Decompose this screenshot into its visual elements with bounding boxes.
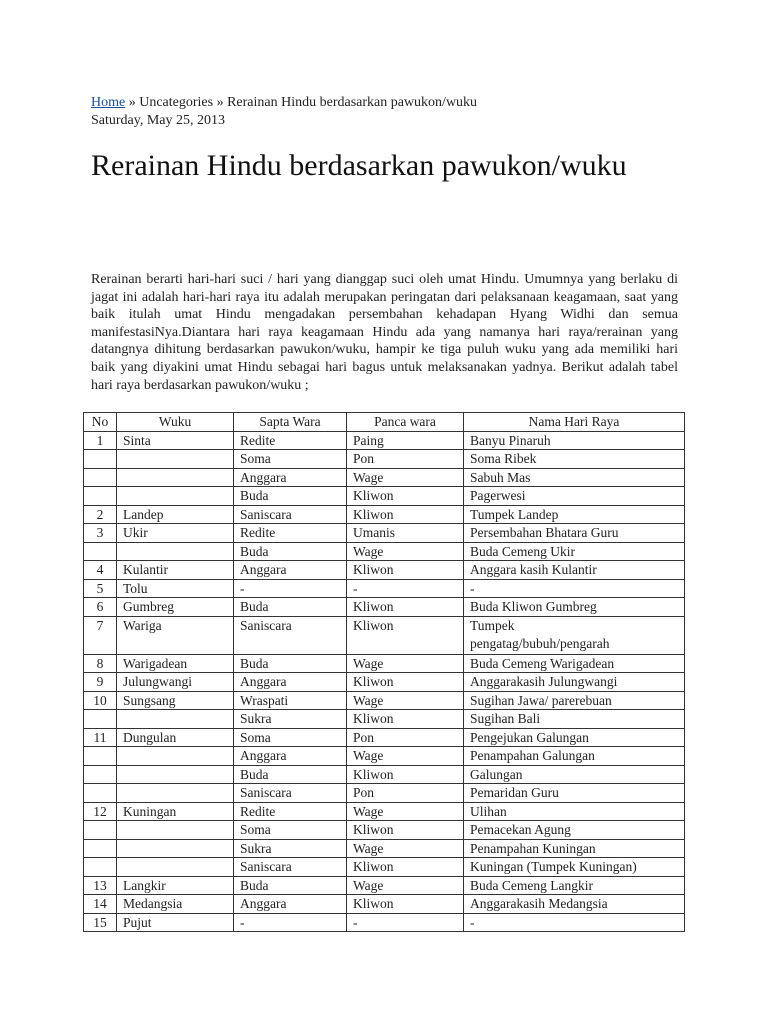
cell-panca-wara: Kliwon bbox=[347, 561, 464, 580]
cell-nama-hari-raya: Tumpek Landep bbox=[464, 505, 685, 524]
cell-no: 2 bbox=[84, 505, 117, 524]
cell-panca-wara: Kliwon bbox=[347, 765, 464, 784]
breadcrumb-home-link[interactable]: Home bbox=[91, 95, 126, 110]
cell-nama-hari-raya: Ulihan bbox=[464, 802, 685, 821]
cell-sapta-wara: Soma bbox=[234, 450, 347, 469]
cell-wuku bbox=[117, 784, 234, 803]
table-row bbox=[84, 784, 685, 803]
cell-sapta-wara: Anggara bbox=[234, 468, 347, 487]
cell-nama-hari-raya: Buda Cemeng Ukir bbox=[464, 542, 685, 561]
column-header-panca-wara: Panca wara bbox=[347, 413, 464, 432]
cell-panca-wara: Pon bbox=[347, 728, 464, 747]
table-header-row bbox=[84, 413, 685, 432]
table-row bbox=[84, 542, 685, 561]
cell-wuku bbox=[117, 487, 234, 506]
cell-sapta-wara: Sukra bbox=[234, 839, 347, 858]
cell-sapta-wara: Redite bbox=[234, 802, 347, 821]
table-row bbox=[84, 468, 685, 487]
cell-nama-hari-raya: Penampahan Kuningan bbox=[464, 839, 685, 858]
cell-nama-hari-raya: Soma Ribek bbox=[464, 450, 685, 469]
cell-sapta-wara: Buda bbox=[234, 487, 347, 506]
cell-wuku: Ukir bbox=[117, 524, 234, 543]
cell-panca-wara: Paing bbox=[347, 431, 464, 450]
cell-nama-hari-raya: Sabuh Mas bbox=[464, 468, 685, 487]
cell-panca-wara: Wage bbox=[347, 747, 464, 766]
cell-no: 5 bbox=[84, 579, 117, 598]
cell-sapta-wara: Soma bbox=[234, 728, 347, 747]
cell-wuku: Pujut bbox=[117, 913, 234, 932]
cell-panca-wara: Kliwon bbox=[347, 673, 464, 692]
cell-panca-wara: - bbox=[347, 913, 464, 932]
cell-sapta-wara: Buda bbox=[234, 765, 347, 784]
column-header-wuku: Wuku bbox=[117, 413, 234, 432]
table-row bbox=[84, 728, 685, 747]
cell-no bbox=[84, 542, 117, 561]
table-row bbox=[84, 673, 685, 692]
table-row bbox=[84, 858, 685, 877]
cell-panca-wara: Wage bbox=[347, 802, 464, 821]
cell-nama-hari-raya: Anggarakasih Julungwangi bbox=[464, 673, 685, 692]
cell-sapta-wara: Anggara bbox=[234, 747, 347, 766]
cell-wuku: Dungulan bbox=[117, 728, 234, 747]
cell-nama-hari-raya: Galungan bbox=[464, 765, 685, 784]
cell-no bbox=[84, 710, 117, 729]
column-header-no: No bbox=[84, 413, 117, 432]
cell-wuku bbox=[117, 858, 234, 877]
cell-wuku: Warigadean bbox=[117, 654, 234, 673]
post-date: Saturday, May 25, 2013 bbox=[91, 113, 226, 128]
table-row bbox=[84, 691, 685, 710]
cell-no: 13 bbox=[84, 876, 117, 895]
cell-panca-wara: Umanis bbox=[347, 524, 464, 543]
cell-no: 1 bbox=[84, 431, 117, 450]
cell-no bbox=[84, 450, 117, 469]
cell-wuku bbox=[117, 450, 234, 469]
cell-sapta-wara: Soma bbox=[234, 821, 347, 840]
breadcrumb bbox=[91, 94, 477, 111]
cell-wuku: Sinta bbox=[117, 431, 234, 450]
table-row bbox=[84, 876, 685, 895]
column-header-nama-hari-raya: Nama Hari Raya bbox=[464, 413, 685, 432]
cell-no: 8 bbox=[84, 654, 117, 673]
cell-nama-hari-raya: Penampahan Galungan bbox=[464, 747, 685, 766]
cell-panca-wara: Kliwon bbox=[347, 487, 464, 506]
cell-no bbox=[84, 784, 117, 803]
table-row bbox=[84, 561, 685, 580]
breadcrumb-current: Rerainan Hindu berdasarkan pawukon/wuku bbox=[227, 95, 478, 110]
cell-no: 15 bbox=[84, 913, 117, 932]
cell-panca-wara: Wage bbox=[347, 542, 464, 561]
cell-no bbox=[84, 858, 117, 877]
table-row bbox=[84, 913, 685, 932]
cell-no bbox=[84, 468, 117, 487]
cell-nama-hari-raya: Anggara kasih Kulantir bbox=[464, 561, 685, 580]
table-row bbox=[84, 710, 685, 729]
cell-sapta-wara: Redite bbox=[234, 524, 347, 543]
cell-panca-wara: Kliwon bbox=[347, 710, 464, 729]
table-row bbox=[84, 450, 685, 469]
cell-panca-wara: Kliwon bbox=[347, 895, 464, 914]
cell-no: 3 bbox=[84, 524, 117, 543]
table-row bbox=[84, 839, 685, 858]
cell-wuku bbox=[117, 765, 234, 784]
cell-sapta-wara: Saniscara bbox=[234, 858, 347, 877]
table-row bbox=[84, 579, 685, 598]
cell-panca-wara: Kliwon bbox=[347, 505, 464, 524]
cell-no bbox=[84, 487, 117, 506]
cell-nama-hari-raya: Kuningan (Tumpek Kuningan) bbox=[464, 858, 685, 877]
cell-no bbox=[84, 747, 117, 766]
cell-no bbox=[84, 765, 117, 784]
cell-panca-wara: Pon bbox=[347, 784, 464, 803]
cell-panca-wara: Wage bbox=[347, 468, 464, 487]
cell-panca-wara: Wage bbox=[347, 876, 464, 895]
cell-panca-wara: Wage bbox=[347, 691, 464, 710]
intro-paragraph: Rerainan berarti hari-hari suci / hari yang dianggap suci oleh umat Hindu. Umumnya yang berlaku di jagat ini adalah hari-hari raya itu adalah merupakan peringatan dari pelaksanaan keagamaan, saat yang baik itulah umat Hindu mengadakan persembahan kehadapan Hyang Widhi dan semua manifestasiNya.Diantara hari raya keagamaan Hindu ada yang namanya hari raya/rerainan yang datangnya dihitung berdasarkan pawukon/wuku, hampir ke tiga puluh wuku yang ada memiliki hari baik yang diyakini umat Hindu sebagai hari bagus untuk melaksanakan yadnya. Berikut adalah tabel hari raya berdasarkan pawukon/wuku ; bbox=[91, 272, 678, 393]
table-row bbox=[84, 765, 685, 784]
cell-nama-hari-raya: Banyu Pinaruh bbox=[464, 431, 685, 450]
cell-no: 4 bbox=[84, 561, 117, 580]
table-row bbox=[84, 747, 685, 766]
table-row bbox=[84, 802, 685, 821]
cell-wuku bbox=[117, 710, 234, 729]
cell-nama-hari-raya: Buda Kliwon Gumbreg bbox=[464, 598, 685, 617]
cell-wuku: Julungwangi bbox=[117, 673, 234, 692]
cell-wuku bbox=[117, 542, 234, 561]
cell-wuku: Langkir bbox=[117, 876, 234, 895]
cell-sapta-wara: Saniscara bbox=[234, 784, 347, 803]
table-row bbox=[84, 616, 685, 654]
cell-panca-wara: Pon bbox=[347, 450, 464, 469]
cell-sapta-wara: Anggara bbox=[234, 673, 347, 692]
cell-no: 14 bbox=[84, 895, 117, 914]
cell-wuku: Kuningan bbox=[117, 802, 234, 821]
cell-sapta-wara: Wraspati bbox=[234, 691, 347, 710]
cell-nama-hari-raya: Tumpek pengatag/bubuh/pengarah bbox=[464, 616, 685, 654]
cell-wuku bbox=[117, 839, 234, 858]
table-row bbox=[84, 524, 685, 543]
cell-sapta-wara: Anggara bbox=[234, 895, 347, 914]
cell-panca-wara: Wage bbox=[347, 654, 464, 673]
cell-nama-hari-raya: Anggarakasih Medangsia bbox=[464, 895, 685, 914]
cell-nama-hari-raya: Sugihan Jawa/ parerebuan bbox=[464, 691, 685, 710]
cell-wuku bbox=[117, 468, 234, 487]
cell-nama-hari-raya: - bbox=[464, 579, 685, 598]
cell-nama-hari-raya: Pagerwesi bbox=[464, 487, 685, 506]
cell-sapta-wara: Redite bbox=[234, 431, 347, 450]
page-title: Rerainan Hindu berdasarkan pawukon/wuku bbox=[91, 149, 627, 182]
table-row bbox=[84, 821, 685, 840]
rerainan-table bbox=[83, 412, 685, 932]
cell-no: 7 bbox=[84, 616, 117, 654]
column-header-sapta-wara: Sapta Wara bbox=[234, 413, 347, 432]
cell-nama-hari-raya: Buda Cemeng Langkir bbox=[464, 876, 685, 895]
cell-sapta-wara: - bbox=[234, 913, 347, 932]
table-row bbox=[84, 505, 685, 524]
cell-sapta-wara: Saniscara bbox=[234, 616, 347, 654]
cell-no: 9 bbox=[84, 673, 117, 692]
breadcrumb-separator: » bbox=[213, 95, 228, 110]
cell-nama-hari-raya: Buda Cemeng Warigadean bbox=[464, 654, 685, 673]
cell-panca-wara: Kliwon bbox=[347, 858, 464, 877]
cell-nama-hari-raya: Sugihan Bali bbox=[464, 710, 685, 729]
cell-sapta-wara: Buda bbox=[234, 598, 347, 617]
cell-no: 6 bbox=[84, 598, 117, 617]
cell-sapta-wara: Buda bbox=[234, 654, 347, 673]
cell-no: 12 bbox=[84, 802, 117, 821]
cell-sapta-wara: Buda bbox=[234, 542, 347, 561]
table-row bbox=[84, 487, 685, 506]
cell-nama-hari-raya: Pemaridan Guru bbox=[464, 784, 685, 803]
table-row bbox=[84, 654, 685, 673]
breadcrumb-separator: » bbox=[125, 95, 140, 110]
cell-nama-hari-raya: - bbox=[464, 913, 685, 932]
cell-panca-wara: Kliwon bbox=[347, 616, 464, 654]
cell-panca-wara: Kliwon bbox=[347, 821, 464, 840]
cell-no: 11 bbox=[84, 728, 117, 747]
cell-wuku: Kulantir bbox=[117, 561, 234, 580]
cell-wuku: Gumbreg bbox=[117, 598, 234, 617]
cell-panca-wara: Kliwon bbox=[347, 598, 464, 617]
breadcrumb-category: Uncategories bbox=[139, 95, 214, 110]
cell-no bbox=[84, 821, 117, 840]
cell-no bbox=[84, 839, 117, 858]
cell-sapta-wara: Saniscara bbox=[234, 505, 347, 524]
cell-wuku: Wariga bbox=[117, 616, 234, 654]
cell-no: 10 bbox=[84, 691, 117, 710]
cell-sapta-wara: Buda bbox=[234, 876, 347, 895]
cell-sapta-wara: Anggara bbox=[234, 561, 347, 580]
cell-wuku: Medangsia bbox=[117, 895, 234, 914]
cell-wuku: Tolu bbox=[117, 579, 234, 598]
cell-wuku: Landep bbox=[117, 505, 234, 524]
cell-wuku bbox=[117, 747, 234, 766]
table-row bbox=[84, 895, 685, 914]
cell-nama-hari-raya: Persembahan Bhatara Guru bbox=[464, 524, 685, 543]
table-row bbox=[84, 598, 685, 617]
table-row bbox=[84, 431, 685, 450]
cell-nama-hari-raya: Pemacekan Agung bbox=[464, 821, 685, 840]
cell-sapta-wara: - bbox=[234, 579, 347, 598]
cell-panca-wara: - bbox=[347, 579, 464, 598]
cell-wuku bbox=[117, 821, 234, 840]
cell-nama-hari-raya: Pengejukan Galungan bbox=[464, 728, 685, 747]
cell-wuku: Sungsang bbox=[117, 691, 234, 710]
cell-sapta-wara: Sukra bbox=[234, 710, 347, 729]
cell-panca-wara: Wage bbox=[347, 839, 464, 858]
